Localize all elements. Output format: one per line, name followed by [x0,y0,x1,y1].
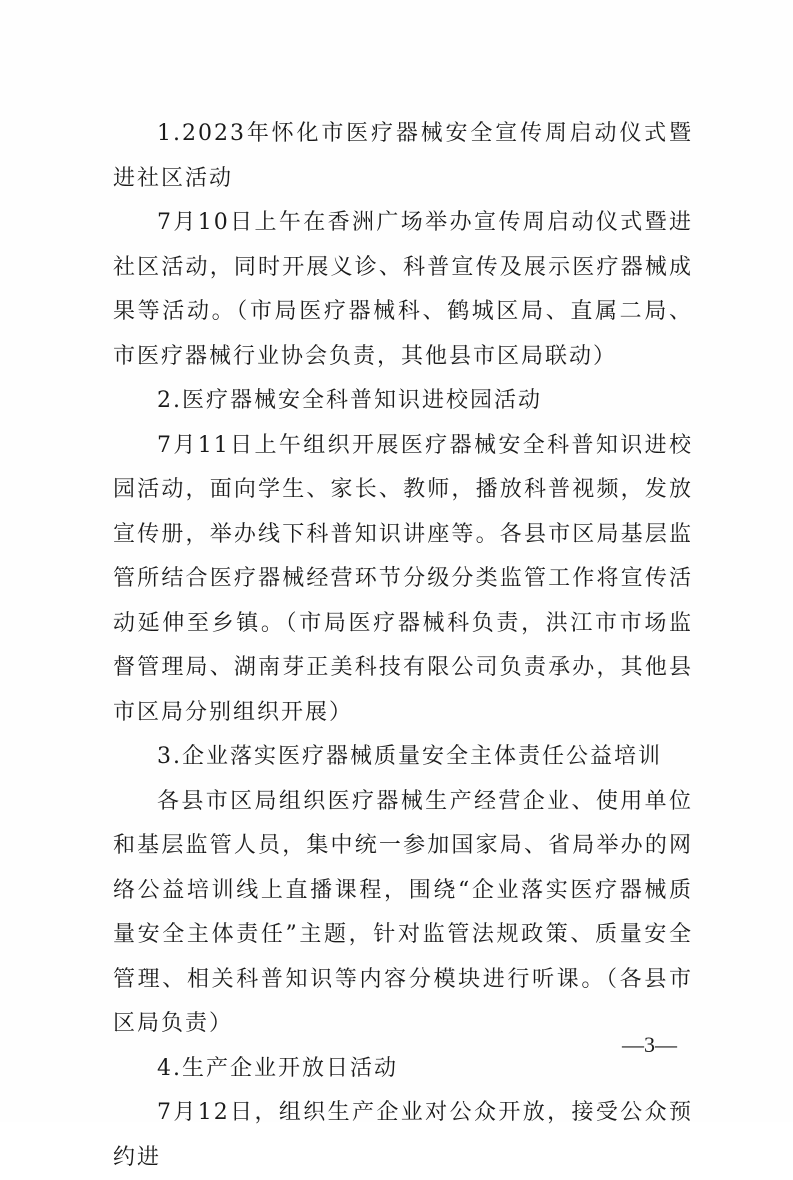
section-heading-1: 1.2023年怀化市医疗器械安全宣传周启动仪式暨进社区活动 [113,121,693,191]
section-body-2: 7月11日上午组织开展医疗器械安全科普知识进校园活动，面向学生、家长、教师，播放科普视频，发放宣传册，举办线下科普知识讲座等。各县市区局基层监管所结合医疗器械经营环节分级分类监管工作将宣传活动延伸至乡镇。（市局医疗器械科负责，洪江市市场监督管理局、湖南芽正美科技有限公司负责承办，其他县市区局分别组织开展） [113,432,693,725]
document-body [113,112,693,1180]
section-body-1: 7月10日上午在香洲广场举办宣传周启动仪式暨进社区活动，同时开展义诊、科普宣传及展示医疗器械成果等活动。（市局医疗器械科、鹤城区局、直属二局、市医疗器械行业协会负责，其他县市区局联动） [113,210,693,369]
section-heading-4: 4.生产企业开放日活动 [157,1055,398,1081]
section-body-3: 各县市区局组织医疗器械生产经营企业、使用单位和基层监管人员，集中统一参加国家局、省局举办的网络公益培训线上直播课程，围绕“企业落实医疗器械质量安全主体责任”主题，针对监管法规政策、质量安全管理、相关科普知识等内容分模块进行听课。（各县市区局负责） [113,788,693,1036]
section-body-4: 7月12日，组织生产企业对公众开放，接受公众预约进 [113,1100,693,1170]
page-number: —3— [622,1032,677,1057]
section-heading-2: 2.医疗器械安全科普知识进校园活动 [157,388,542,413]
section-heading-3: 3.企业落实医疗器械质量安全主体责任公益培训 [157,744,662,769]
